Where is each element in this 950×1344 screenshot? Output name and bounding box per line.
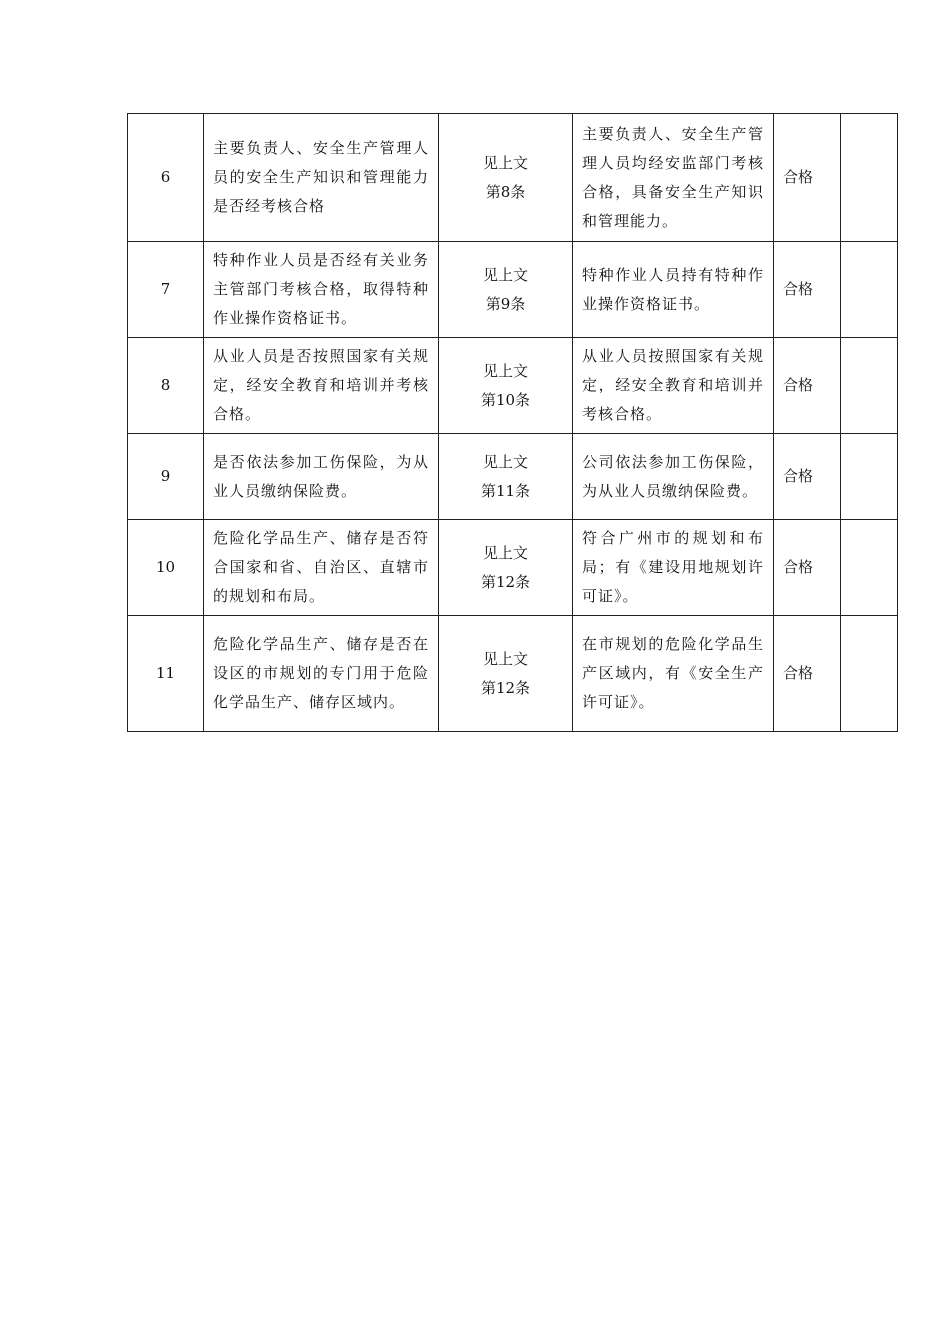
row-number: 10 <box>128 520 204 616</box>
actual-status: 在市规划的危险化学品生产区域内，有《安全生产许可证》。 <box>573 616 774 732</box>
basis-cell <box>439 338 573 434</box>
actual-status: 特种作业人员持有特种作业操作资格证书。 <box>573 242 774 338</box>
check-result: 合格 <box>774 520 841 616</box>
check-item: 危险化学品生产、储存是否在设区的市规划的专门用于危险化学品生产、储存区域内。 <box>204 616 439 732</box>
row-number: 11 <box>128 616 204 732</box>
check-result: 合格 <box>774 114 841 242</box>
check-item: 从业人员是否按照国家有关规定，经安全教育和培训并考核合格。 <box>204 338 439 434</box>
check-result: 合格 <box>774 616 841 732</box>
basis-line-2: 第12条 <box>480 678 531 697</box>
actual-status: 从业人员按照国家有关规定，经安全教育和培训并考核合格。 <box>573 338 774 434</box>
remark-cell <box>841 434 898 520</box>
basis-line-2: 第12条 <box>480 572 531 591</box>
actual-status: 公司依法参加工伤保险，为从业人员缴纳保险费。 <box>573 434 774 520</box>
basis-line-2: 第11条 <box>480 481 531 500</box>
row-number: 9 <box>128 434 204 520</box>
basis-line-1: 见上文 <box>482 649 528 668</box>
row-number: 8 <box>128 338 204 434</box>
basis-line-1: 见上文 <box>482 265 528 284</box>
table-row <box>128 616 898 732</box>
basis-cell <box>439 520 573 616</box>
actual-status: 符合广州市的规划和布局；有《建设用地规划许可证》。 <box>573 520 774 616</box>
basis-cell <box>439 114 573 242</box>
check-result: 合格 <box>774 242 841 338</box>
inspection-table <box>127 113 898 732</box>
actual-status: 主要负责人、安全生产管理人员均经安监部门考核合格，具备安全生产知识和管理能力。 <box>573 114 774 242</box>
basis-line-2: 第10条 <box>480 390 531 409</box>
basis-cell <box>439 616 573 732</box>
remark-cell <box>841 242 898 338</box>
table-row <box>128 114 898 242</box>
remark-cell <box>841 616 898 732</box>
row-number: 7 <box>128 242 204 338</box>
remark-cell <box>841 114 898 242</box>
basis-cell <box>439 434 573 520</box>
check-result: 合格 <box>774 434 841 520</box>
check-item: 是否依法参加工伤保险，为从业人员缴纳保险费。 <box>204 434 439 520</box>
basis-line-1: 见上文 <box>482 543 528 562</box>
check-item: 主要负责人、安全生产管理人员的安全生产知识和管理能力是否经考核合格 <box>204 114 439 242</box>
basis-line-1: 见上文 <box>482 361 528 380</box>
table-row <box>128 242 898 338</box>
row-number: 6 <box>128 114 204 242</box>
basis-line-1: 见上文 <box>482 153 528 172</box>
table-row <box>128 434 898 520</box>
remark-cell <box>841 338 898 434</box>
basis-line-1: 见上文 <box>482 452 528 471</box>
check-result: 合格 <box>774 338 841 434</box>
basis-line-2: 第8条 <box>485 182 526 201</box>
table-row <box>128 338 898 434</box>
basis-line-2: 第9条 <box>485 294 526 313</box>
table-row <box>128 520 898 616</box>
remark-cell <box>841 520 898 616</box>
basis-cell <box>439 242 573 338</box>
check-item: 特种作业人员是否经有关业务主管部门考核合格，取得特种作业操作资格证书。 <box>204 242 439 338</box>
check-item: 危险化学品生产、储存是否符合国家和省、自治区、直辖市的规划和布局。 <box>204 520 439 616</box>
